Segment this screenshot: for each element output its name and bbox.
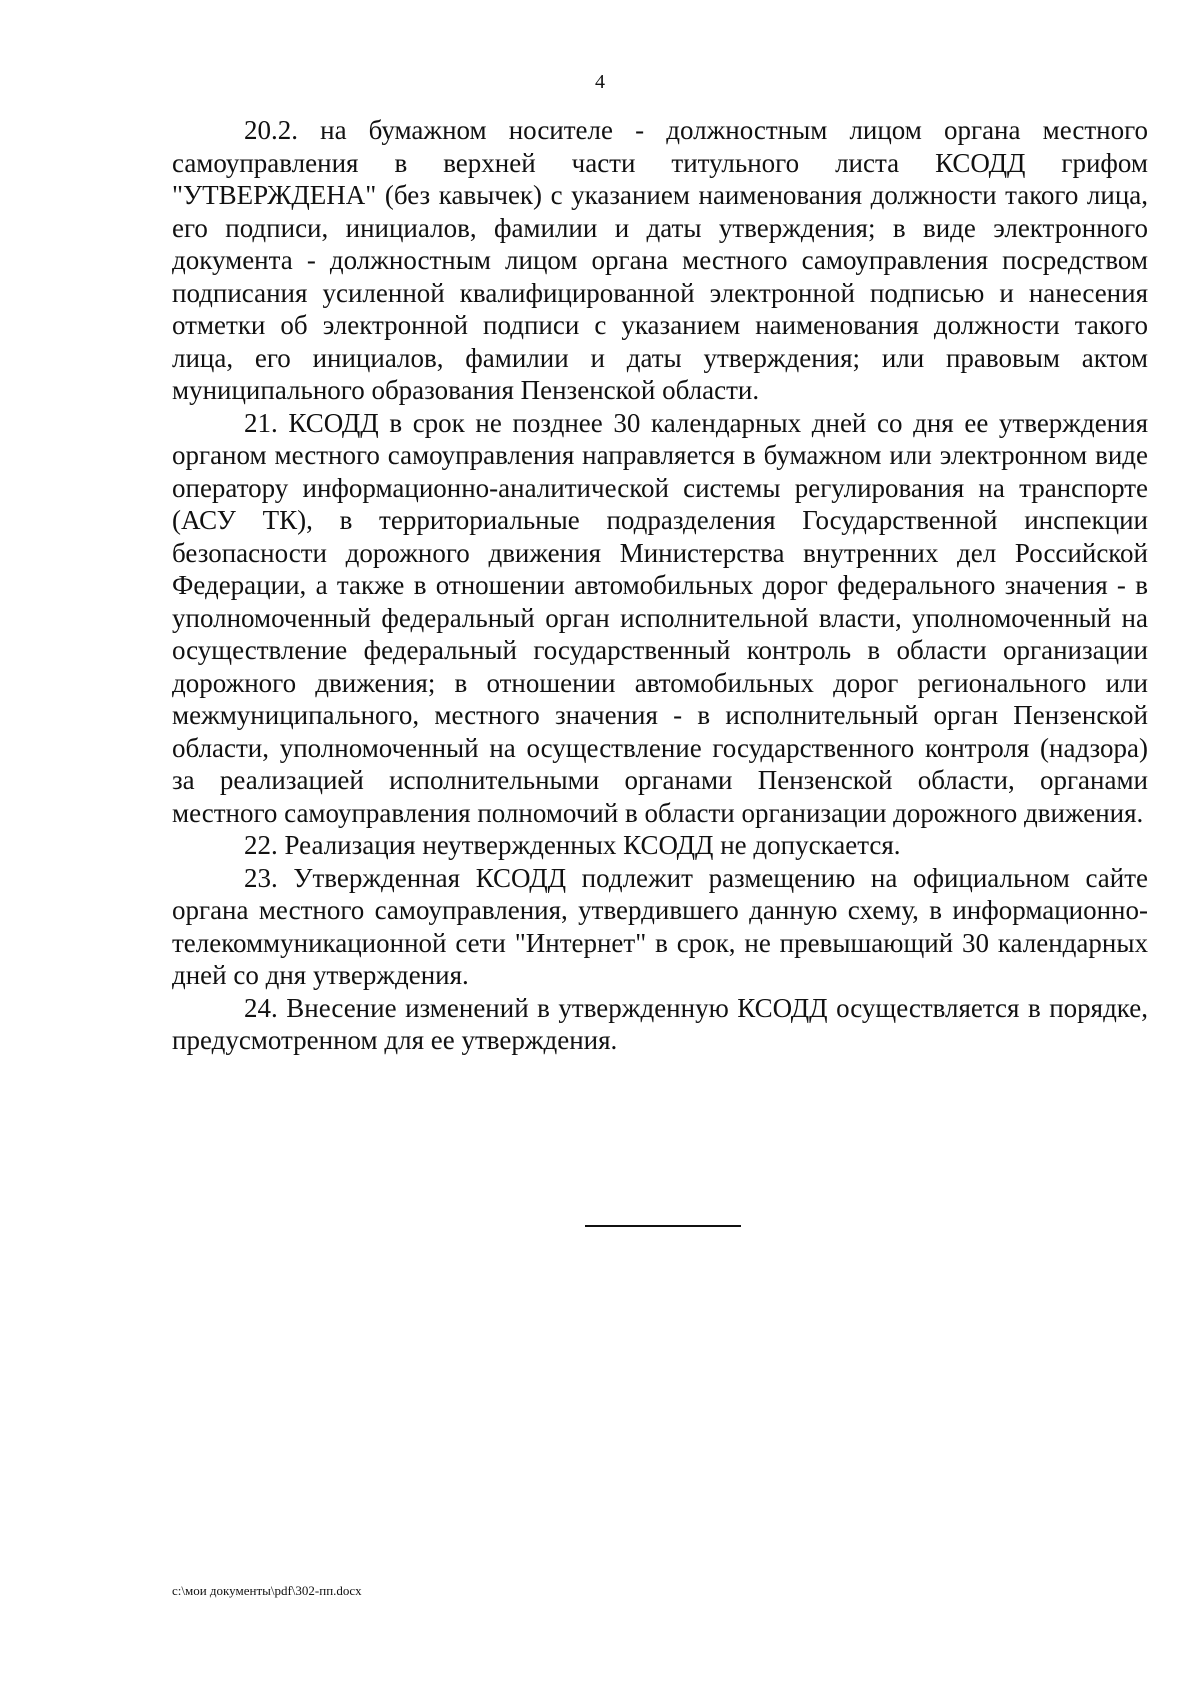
page-number: 4 [595,71,605,93]
paragraph-23: 23. Утвержденная КСОДД подлежит размещению на официальном сайте органа местного самоуправления, утвердившего данную схему, в информационно-телекоммуникационной сети "Интернет" в срок, не превышающий 30 календарных дней со дня утверждения. [172,862,1148,990]
paragraph-21: 21. КСОДД в срок не позднее 30 календарных дней со дня ее утверждения органом местного самоуправления направляется в бумажном или электронном виде оператору информационно-аналитической системы регулирования на транспорте (АСУ ТК), в территориальные подразделения Государственной инспекции безопасности дорожного движения Министерства внутренних дел Российской Федерации, а также в отношении автомобильных дорог федерального значения - в уполномоченный федеральный орган исполнительной власти, уполномоченный на осуществление федеральный государственный контроль в области организации дорожного движения; в отношении автомобильных дорог регионального или межмуниципального, местного значения - в исполнительный орган Пензенской области, уполномоченный на осуществление государственного контроля (надзора) за реализацией исполнительными органами Пензенской области, органами местного самоуправления полномочий в области организации дорожного движения. [172,407,1148,828]
paragraph-24: 24. Внесение изменений в утвержденную КСОДД осуществляется в порядке, предусмотренном для ее утверждения. [172,992,1148,1055]
paragraph-22: 22. Реализация неутвержденных КСОДД не допускается. [244,830,901,860]
end-divider [585,1225,741,1227]
document-body [172,114,1148,1057]
file-path-footer: c:\мои документы\pdf\302-пп.docx [172,1583,362,1598]
paragraph-20-2: 20.2. на бумажном носителе - должностным лицом органа местного самоуправления в верхней части титульного листа КСОДД грифом "УТВЕРЖДЕНА" (без кавычек) с указанием наименования должности такого лица, его подписи, инициалов, фамилии и даты утверждения; в виде электронного документа - должностным лицом органа местного самоуправления посредством подписания усиленной квалифицированной электронной подписью и нанесения отметки об электронной подписи с указанием наименования должности такого лица, его инициалов, фамилии и даты утверждения; или правовым актом муниципального образования Пензенской области. [172,115,1148,405]
